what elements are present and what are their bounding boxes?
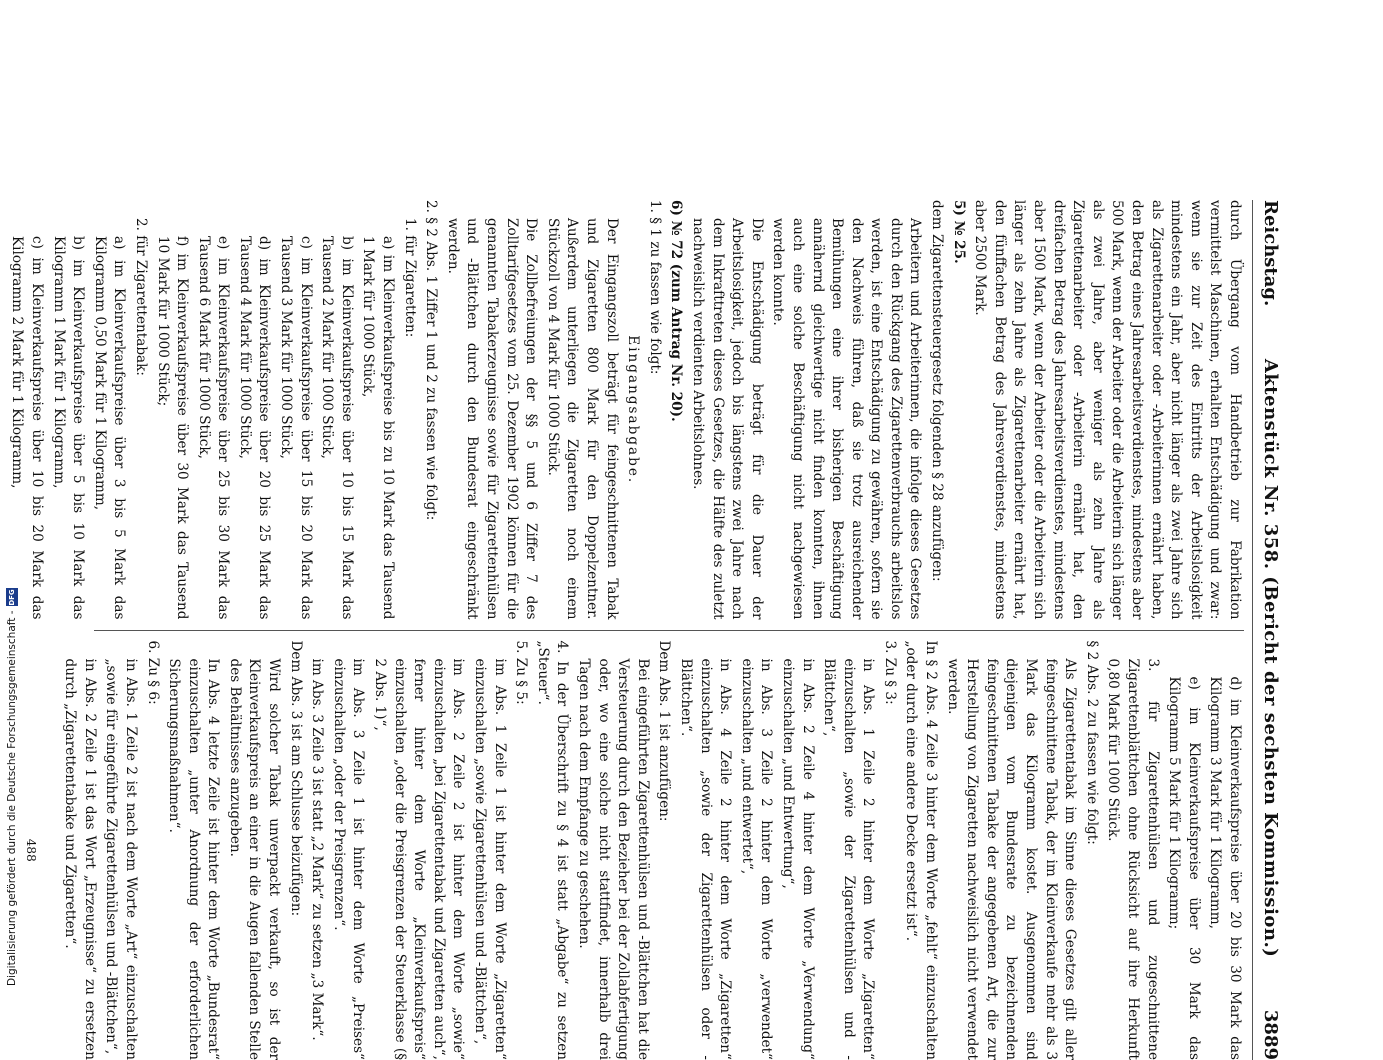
paragraph: dem Zigarettensteuergesetz folgenden § 28 anzufügen: (927, 200, 947, 620)
item-heading: 3. Zu § 3: (879, 641, 899, 1060)
page-header (1252, 200, 1281, 1060)
paragraph: im Abs. 2 Zeile 2 ist hinter dem Worte „sowie“ einzuschalten „bei Zigarettentabak und Zigaretten auch“, ferner hinter dem Worte „Kleinverkaufspreis“ einzuschalten „oder die Preisgrenzen der Steuerklasse (§ 2 Abs. 1)“, (369, 641, 467, 1060)
list-item: e) im Kleinverkaufspreise über 30 Mark das Kilogramm 5 Mark für 1 Kilogramm; (1164, 641, 1203, 1060)
rotated-sheet (51, 200, 1291, 1060)
paragraph: im Abs. 3 Zeile 3 ist statt „2 Mark“ zu setzen „3 Mark“. (307, 641, 327, 1060)
paragraph: § 2 Abs. 2 zu fassen wie folgt: (1081, 641, 1101, 1060)
paragraph: im Abs. 3 Zeile 1 ist hinter dem Worte „Preises“ einzuschalten „oder der Preisgrenzen“. (328, 641, 367, 1060)
paragraph: 1. § 1 zu fassen wie folgt: (644, 200, 664, 620)
header-page-number: 3889 (1260, 1010, 1281, 1060)
paragraph: in Abs. 3 Zeile 2 hinter dem Worte „verwendet“ einzuschalten „und entwertet“, (736, 641, 775, 1060)
paragraph: Arbeitern und Arbeiterinnen, die infolge dieses Gesetzes durch den Rückgang des Zigarettenverbrauchs arbeitslos werden, ist eine Entschädigung zu gewähren, sofern sie den Nachweis führen, daß sie trotz ausreichender Bemühungen eine ihrer bisherigen Beschäftigung annähernd gleichwertige nicht finden konnten, ihnen auch eine solche Beschäftigung nicht nachgewiesen werden konnte. (768, 200, 925, 620)
list-item: f) im Kleinverkaufspreise über 30 Mark das Tausend 10 Mark für 1000 Stück; (152, 200, 191, 620)
paragraph: Bei eingeführten Zigarettenhülsen und -Blättchen hat die Versteuerung durch den Bezieher bei der Zollabfertigung oder, wo eine solche nicht stattfindet, innerhalb drei Tagen nach dem Empfange zu geschehen. (573, 641, 651, 1060)
paragraph: 2. § 2 Abs. 1 Ziffer 1 und 2 zu fassen wie folgt: (421, 200, 441, 620)
item-heading: 5. Zu § 5: (511, 641, 531, 1060)
paragraph: in Abs. 1 Zeile 2 hinter dem Worte „Zigaretten“ einzuschalten „sowie der Zigarettenhülsen und -Blättchen“, (819, 641, 878, 1060)
list-item: d) im Kleinverkaufspreise über 20 bis 25 Mark das Tausend 4 Mark für 1000 Stück, (234, 200, 273, 620)
header-title: Aktenstück Nr. 358. (Bericht der sechsten Kommission.) (1260, 306, 1281, 1010)
page-number: 488 (20, 641, 40, 1060)
list-item: 1. für Zigaretten: (399, 200, 419, 620)
item-heading: 5) № 25. (948, 200, 968, 620)
right-column (94, 630, 1244, 1060)
header-left: Reichstag. (1260, 200, 1281, 306)
digitization-note (6, 588, 18, 986)
dfg-logo: DFG (6, 588, 18, 606)
list-item: 3. für Zigarettenhülsen und zugeschnittene Zigarettenblättchen ohne Rücksicht auf ihre Herkunft 0,80 Mark für 1000 Stück. (1103, 641, 1162, 1060)
paragraph: Als Zigarettentabak im Sinne dieses Gesetzes gilt aller feingeschnittene Tabak, der im Kleinverkaufe mehr als 3 Mark das Kilogramm kostet. Ausgenommen sind diejenigen vom Bundesrate zu bezeichnenden feingeschnittenen Tabake der angegebenen Art, die zur Herstellung von Zigaretten nachweislich nicht verwendet werden. (942, 641, 1079, 1060)
paragraph: in Abs. 2 Zeile 4 hinter dem Worte „Verwendung“ einzuschalten „und Entwertung“, (777, 641, 816, 1060)
side-note-text: Digitalisierung gefördert durch die Deutsche Forschungsgemeinschaft - (6, 610, 18, 986)
list-item: c) im Kleinverkaufspreise über 10 bis 20 Mark das Kilogramm 2 Mark für 1 Kilogramm, (7, 200, 46, 620)
list-item: c) im Kleinverkaufspreise über 15 bis 20 Mark das Tausend 3 Mark für 1000 Stück, (276, 200, 315, 620)
item-heading: 6. Zu § 6: (142, 641, 162, 1060)
list-item: b) im Kleinverkaufspreise über 5 bis 10 Mark das Kilogramm 1 Mark für 1 Kilogramm, (48, 200, 87, 620)
list-item: a) im Kleinverkaufspreise über 3 bis 5 Mark das Kilogramm 0,50 Mark für 1 Kilogramm, (89, 200, 128, 620)
paragraph: in Abs. 1 Zeile 2 ist nach dem Worte „Art“ einzuschalten „sowie für eingeführte Zigarettenhülsen und -Blättchen“, (101, 641, 140, 1060)
item-heading: 4. In der Überschrift zu § 4 ist statt „Abgabe“ zu setzen „Steuer“. (532, 641, 571, 1060)
list-item: b) im Kleinverkaufspreise über 10 bis 15 Mark das Tausend 2 Mark für 1000 Stück, (317, 200, 356, 620)
paragraph: durch Übergang vom Handbetrieb zur Fabrikation vermittelst Maschinen, erhalten Entschädigung und zwar: wenn sie zur Zeit des Eintritts der Arbeitslosigkeit mindestens ein Jahr, aber nicht länger als zwei Jahre sich als Zigarettenarbeiter oder -Arbeiterinnen ernährt haben, den Betrag eines Jahresarbeitsverdienstes, mindestens aber 500 Mark, wenn der Arbeiter oder die Arbeiterin sich länger als zwei Jahre, aber weniger als zehn Jahre als Zigarettenarbeiter oder -Arbeiterin ernährt hat, den dreifachen Betrag des Jahresarbeitsverdienstes, mindestens aber 1500 Mark, wenn der Arbeiter oder die Arbeiterin sich länger als zehn Jahre als Zigarettenarbeiter ernährt hat, den fünffachen Betrag des Jahresverdienstes, mindestens aber 2500 Mark. (970, 200, 1244, 620)
paragraph: Dem Abs. 3 ist am Schlusse beizufügen: (285, 641, 305, 1060)
left-column (94, 200, 1244, 630)
paragraph: in Abs. 2 Zeile 1 ist das Wort „Erzeugnisse“ zu ersetzen durch „Zigarettentabake und Zigaretten“. (60, 641, 99, 1060)
section-title: Eingangsabgabe. (623, 200, 643, 620)
paragraph: Dem Abs. 1 ist anzufügen: (654, 641, 674, 1060)
item-heading: 6) № 72 (zum Antrag Nr. 20). (666, 200, 686, 620)
paragraph: In Abs. 4 letzte Zeile ist hinter dem Worte „Bundesrat“ einzuschalten „unter Anordnung der erforderlichen Sicherungsmaßnahmen“. (164, 641, 223, 1060)
paragraph: im Abs. 1 Zeile 1 ist hinter dem Worte „Zigaretten“ einzuschalten „sowie Zigarettenhülsen und -Blättchen“, (469, 641, 508, 1060)
paragraph: Die Entschädigung beträgt für die Dauer der Arbeitslosigkeit, jedoch bis längstens zwei Jahre nach dem Inkrafttreten dieses Gesetzes, die Hälfte des zuletzt nachweislich verdienten Arbeitslohnes. (687, 200, 765, 620)
list-item: a) im Kleinverkaufspreise bis zu 10 Mark das Tausend 1 Mark für 1000 Stück, (358, 200, 397, 620)
list-item: e) im Kleinverkaufspreise über 25 bis 30 Mark das Tausend 6 Mark für 1000 Stück, (193, 200, 232, 620)
list-item: d) im Kleinverkaufspreise über 20 bis 30 Mark das Kilogramm 3 Mark für 1 Kilogramm, (1205, 641, 1244, 1060)
paragraph: Der Eingangszoll beträgt für feingeschnittenen Tabak und Zigaretten 800 Mark für den Doppelzentner. Außerdem unterliegen die Zigaretten noch einem Stückzoll von 4 Mark für 1000 Stück. (542, 200, 620, 620)
paragraph: in Abs. 4 Zeile 2 hinter dem Worte „Zigaretten“ einzuschalten „sowie der Zigarettenhülsen oder -Blättchen“. (675, 641, 734, 1060)
page-footer (0, 200, 1, 620)
list-item: 2. für Zigarettentabak: (130, 200, 150, 620)
paragraph: Wird solcher Tabak unverpackt verkauft, so ist der Kleinverkaufspreis an einer in die Augen fallenden Stelle des Behältnisses anzugeben. (224, 641, 283, 1060)
paragraph: Die Zollbefreiungen der §§ 5 und 6 Ziffer 7 des Zolltarifgesetzes vom 25. Dezember 1902 können für die genannten Tabakerzeugnisse sowie für Zigarettenhülsen und -Blättchen durch den Bundesrat eingeschränkt werden. (442, 200, 540, 620)
paragraph: In § 2 Abs. 4 Zeile 3 hinter dem Worte „fehlt“ einzuschalten „oder durch eine andere Decke ersetzt ist“. (901, 641, 940, 1060)
